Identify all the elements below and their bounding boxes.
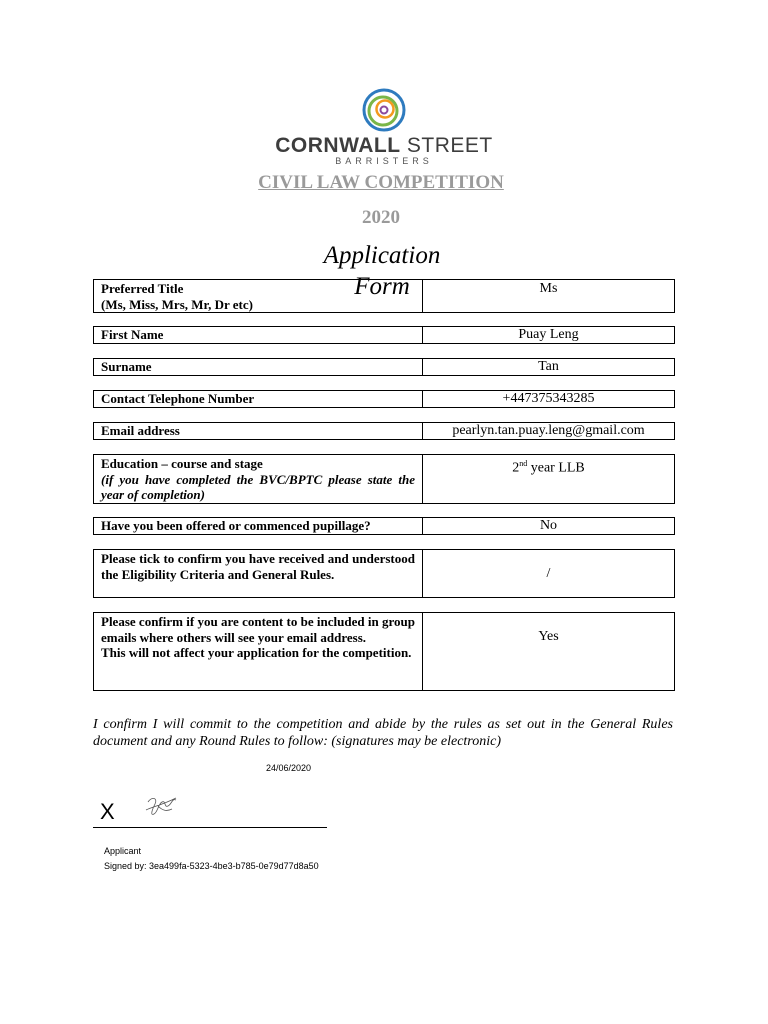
applicant-label: Applicant <box>104 846 142 856</box>
email-value[interactable]: pearlyn.tan.puay.leng@gmail.com <box>423 423 675 440</box>
brand-subtitle: BARRISTERS <box>335 156 433 166</box>
surname-row <box>93 358 675 376</box>
title-value[interactable]: Ms <box>423 280 675 313</box>
pupillage-label: Have you been offered or commenced pupillage? <box>94 518 423 535</box>
phone-value[interactable]: +447375343285 <box>423 391 675 408</box>
pupillage-value[interactable]: No <box>423 518 675 535</box>
group-emails-value[interactable]: Yes <box>423 613 675 691</box>
competition-year: 2020 <box>362 207 400 228</box>
phone-row <box>93 390 675 408</box>
group-emails-row <box>93 612 675 691</box>
form-title: Application Form <box>323 242 441 300</box>
firm-logo <box>0 86 768 134</box>
surname-label: Surname <box>94 359 423 376</box>
eligibility-label: Please tick to confirm you have received and understood the Eligibility Criteria and General Rules. <box>94 550 423 598</box>
email-label: Email address <box>94 423 423 440</box>
signature-x-mark: X <box>100 799 115 824</box>
competition-title: CIVIL LAW COMPETITION <box>258 172 504 193</box>
title-label-cell: Preferred Title (Ms, Miss, Mrs, Mr, Dr etc) <box>94 280 423 313</box>
eligibility-row <box>93 549 675 598</box>
pupillage-row <box>93 517 675 535</box>
first-name-value[interactable]: Puay Leng <box>423 327 675 344</box>
phone-label: Contact Telephone Number <box>94 391 423 408</box>
signature-line <box>93 827 327 828</box>
surname-value[interactable]: Tan <box>423 359 675 376</box>
signed-by-id: Signed by: 3ea499fa-5323-4be3-b785-0e79d77d8a50 <box>104 861 319 871</box>
swirl-logo-icon <box>360 86 408 134</box>
education-value[interactable]: 2nd year LLB <box>423 455 675 504</box>
first-name-row <box>93 326 675 344</box>
education-label-cell: Education – course and stage (if you have completed the BVC/BPTC please state the year of completion) <box>94 455 423 504</box>
group-emails-label-cell: Please confirm if you are content to be included in group emails where others will see your email address. This will not affect your application for the competition. <box>94 613 423 691</box>
signature-date: 24/06/2020 <box>266 763 312 773</box>
brand-name: CORNWALL STREET <box>275 134 493 157</box>
eligibility-tick[interactable]: / <box>423 550 675 598</box>
first-name-label: First Name <box>94 327 423 344</box>
education-row <box>93 454 675 504</box>
handwritten-signature <box>142 792 182 825</box>
signature-scribble-icon <box>142 792 182 820</box>
commitment-statement: I confirm I will commit to the competition and abide by the rules as set out in the General Rules document and any Round Rules to follow: (signatures may be electronic) <box>93 717 673 749</box>
email-row <box>93 422 675 440</box>
